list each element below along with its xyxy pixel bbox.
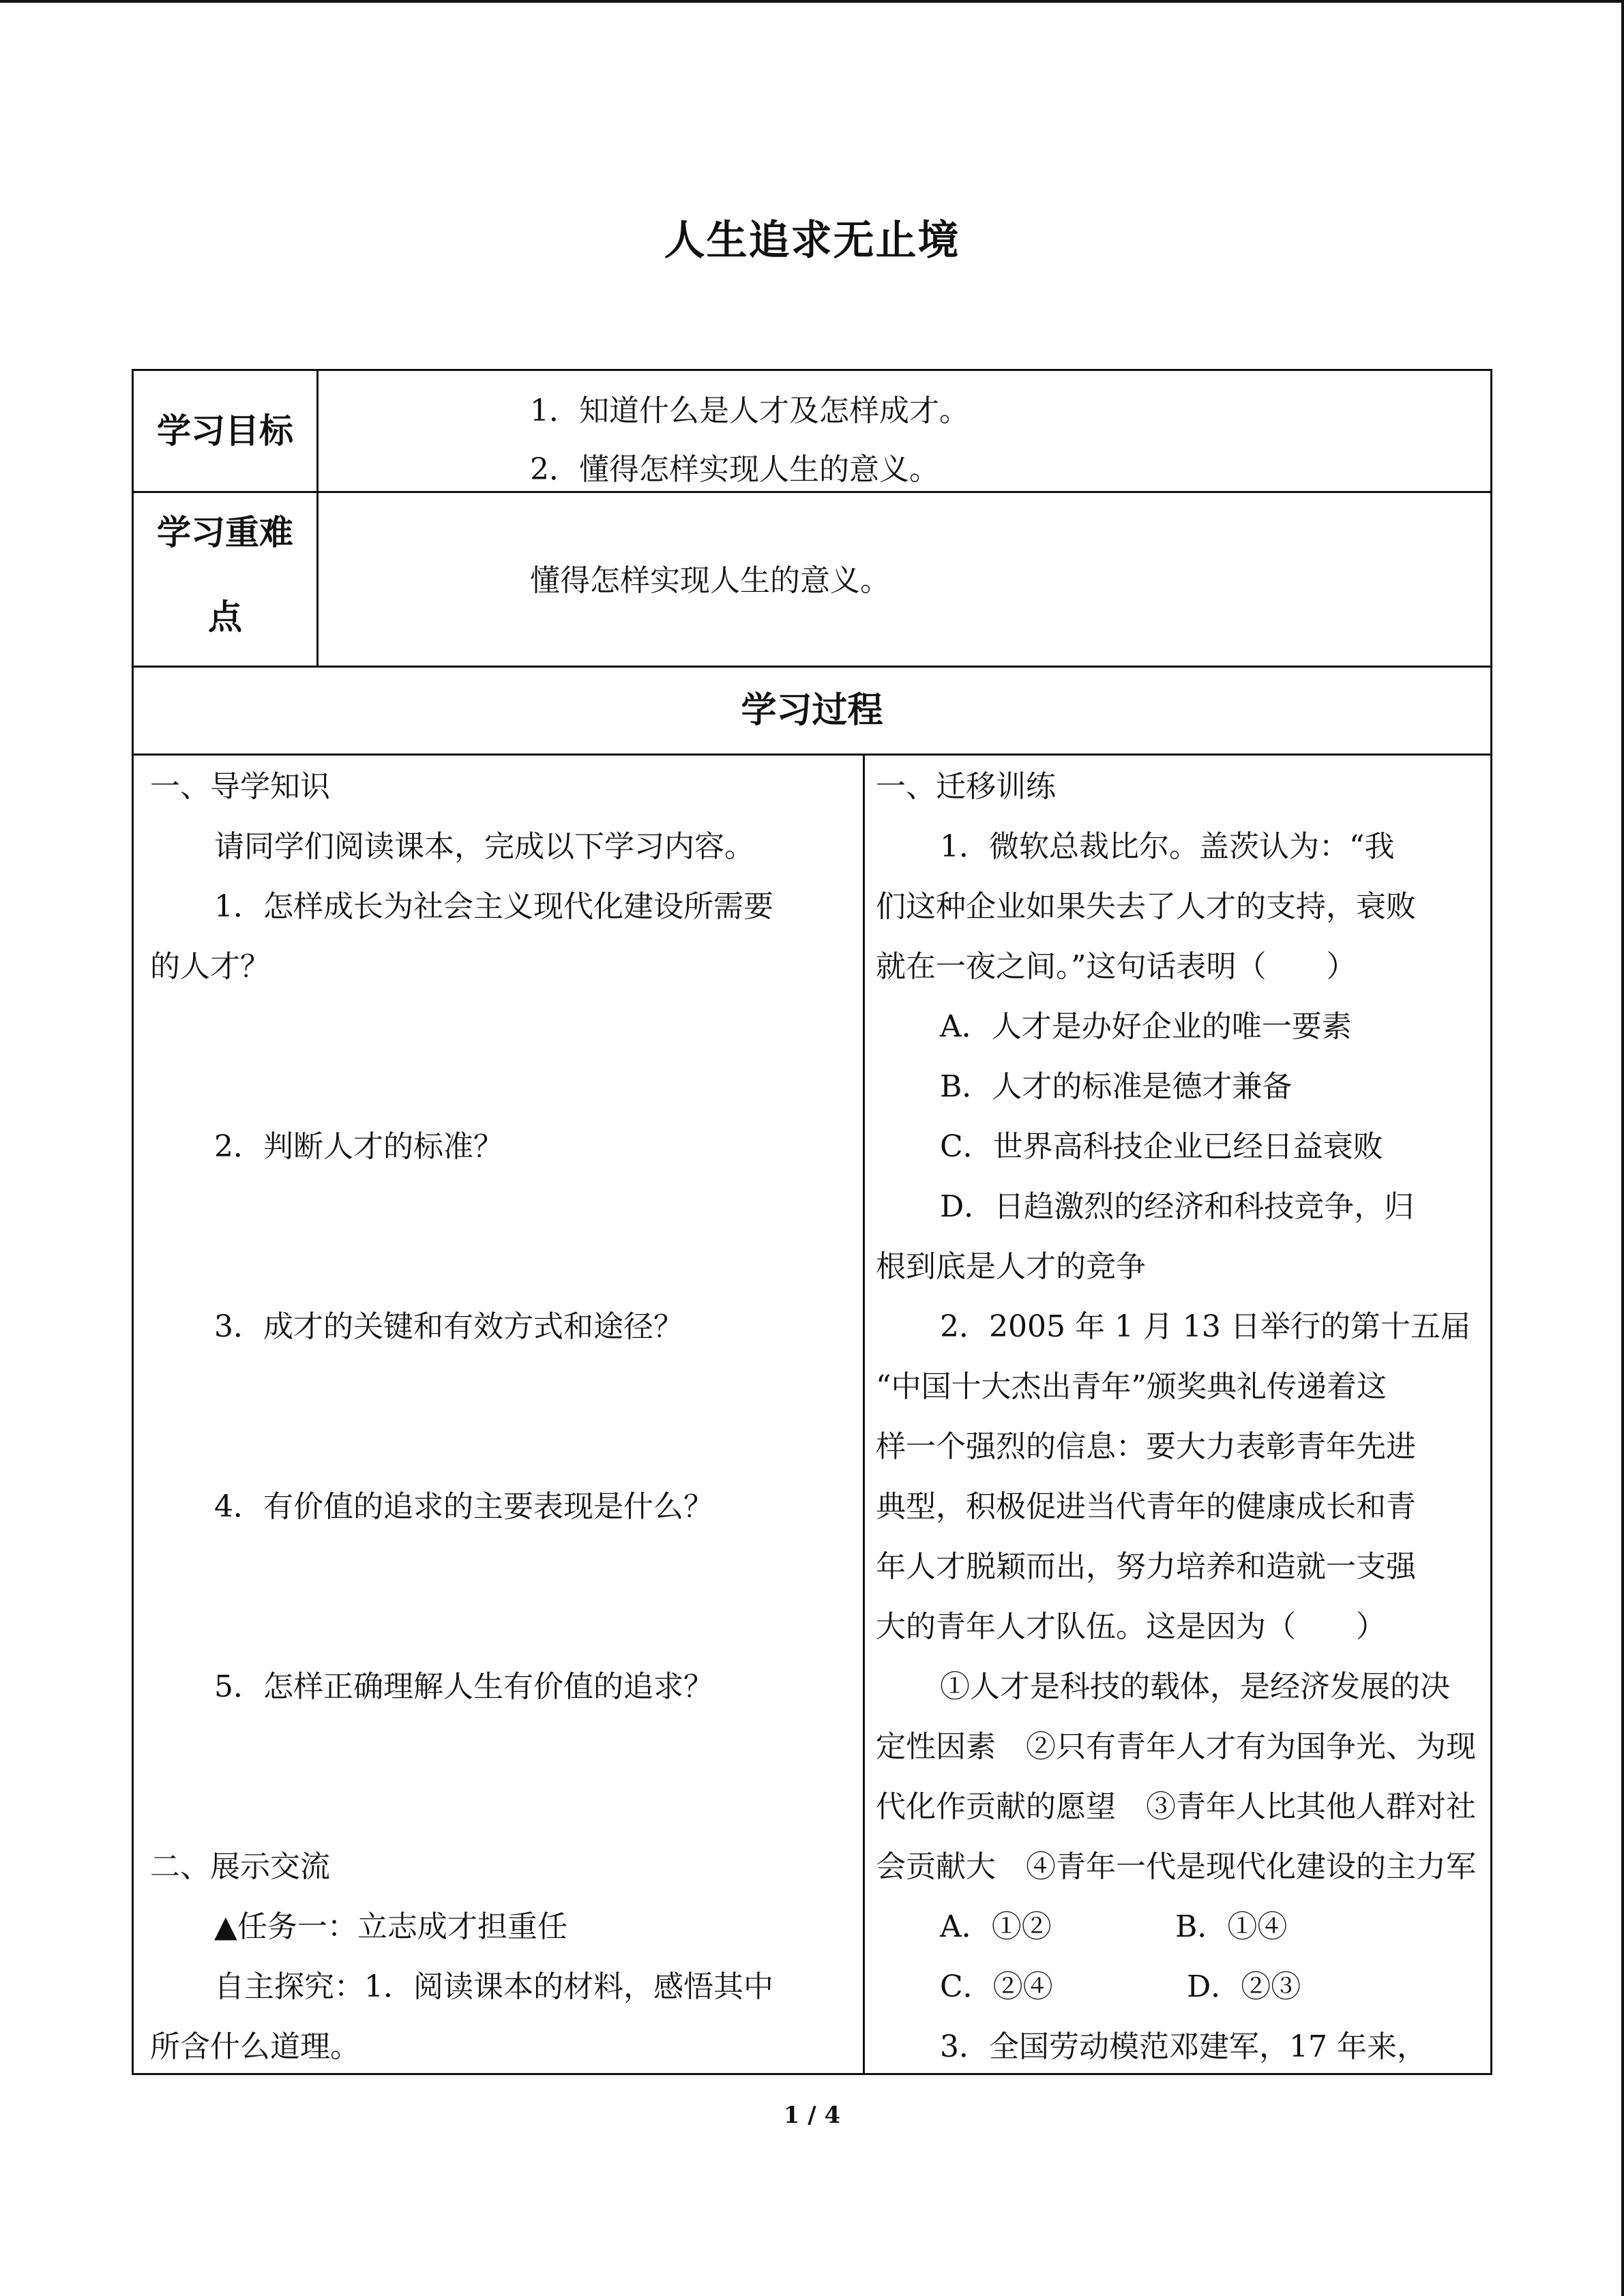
question-1-line: 们这种企业如果失去了人才的支持，衰败: [876, 889, 1416, 924]
left-question: 4．有价值的追求的主要表现是什么？: [214, 1489, 713, 1524]
left-explore: 自主探究：1．阅读课本的材料，感悟其中: [214, 1969, 773, 2004]
objectives-content: [319, 371, 1490, 491]
page-border-top: [0, 0, 1624, 3]
difficulty-label-line1: 学习重难: [157, 513, 293, 552]
question-2-option-b: B．①④: [1175, 1909, 1288, 1944]
question-2-statement: 会贡献大 ④青年一代是现代化建设的主力军: [876, 1849, 1476, 1884]
question-1-line: 1．微软总裁比尔。盖茨认为：“我: [940, 829, 1395, 864]
question-2-statement: 代化作贡献的愿望 ③青年人比其他人群对社: [876, 1789, 1476, 1824]
question-2-option-d: D．②③: [1187, 1969, 1301, 2004]
difficulty-row: [134, 493, 1490, 668]
objectives-label: 学习目标: [134, 371, 319, 491]
objectives-row: [134, 371, 1490, 493]
left-explore-cont: 所含什么道理。: [150, 2029, 360, 2064]
question-2-statement: ①人才是科技的载体，是经济发展的决: [940, 1669, 1450, 1704]
question-2-line: 大的青年人才队伍。这是因为（ ）: [876, 1609, 1386, 1644]
question-2-option-a: A．①②: [940, 1909, 1052, 1944]
question-1-option: B．人才的标准是德才兼备: [940, 1069, 1293, 1104]
process-header: 学习过程: [741, 690, 883, 731]
question-3-line: 3．全国劳动模范邓建军，17 年来，: [940, 2029, 1427, 2064]
left-question: 3．成才的关键和有效方式和途径？: [214, 1309, 683, 1344]
right-column: [865, 756, 1490, 2073]
question-2-line: 年人才脱颖而出，努力培养和造就一支强: [876, 1549, 1416, 1584]
question-2-statement: 定性因素 ②只有青年人才有为国争光、为现: [876, 1729, 1476, 1764]
left-question: 1．怎样成长为社会主义现代化建设所需要: [214, 889, 773, 924]
question-1-option: A．人才是办好企业的唯一要素: [940, 1009, 1352, 1044]
difficulty-text: 懂得怎样实现人生的意义。: [530, 563, 890, 598]
page-number: 1 / 4: [783, 2102, 841, 2129]
objective-item: 1．知道什么是人才及怎样成才。: [530, 393, 969, 428]
left-section2-heading: 二、展示交流: [150, 1849, 330, 1884]
page-title: 人生追求无止境: [664, 217, 960, 265]
lesson-table: [132, 369, 1492, 2075]
question-2-line: 样一个强烈的信息：要大力表彰青年先进: [876, 1429, 1416, 1464]
left-column: [134, 756, 865, 2073]
left-task1: ▲任务一：立志成才担重任: [214, 1909, 567, 1944]
objective-item: 2．懂得怎样实现人生的意义。: [530, 452, 939, 487]
right-section1-heading: 一、迁移训练: [876, 769, 1056, 804]
left-section1-heading: 一、导学知识: [150, 769, 330, 804]
question-2-line: 典型，积极促进当代青年的健康成长和青: [876, 1489, 1416, 1524]
left-question: 5．怎样正确理解人生有价值的追求？: [214, 1669, 713, 1704]
question-2-option-c: C．②④: [940, 1969, 1053, 2004]
difficulty-label: [134, 493, 319, 666]
left-question: 2．判断人才的标准？: [214, 1129, 503, 1164]
question-1-option: D．日趋激烈的经济和科技竞争，归: [940, 1189, 1415, 1224]
question-1-option-cont: 根到底是人才的竞争: [876, 1249, 1146, 1284]
page-border-right: [1621, 0, 1624, 2296]
left-intro: 请同学们阅读课本，完成以下学习内容。: [214, 829, 754, 864]
question-1-line: 就在一夜之间。”这句话表明（ ）: [876, 949, 1357, 984]
process-body: [134, 756, 1490, 2073]
left-question-cont: 的人才？: [150, 949, 270, 984]
question-2-line: 2．2005 年 1 月 13 日举行的第十五届: [940, 1309, 1471, 1344]
process-header-row: [134, 668, 1490, 756]
question-2-line: “中国十大杰出青年”颁奖典礼传递着这: [876, 1369, 1387, 1404]
question-1-option: C．世界高科技企业已经日益衰败: [940, 1129, 1383, 1164]
difficulty-content: [319, 493, 1490, 666]
difficulty-label-line2: 点: [208, 597, 242, 637]
